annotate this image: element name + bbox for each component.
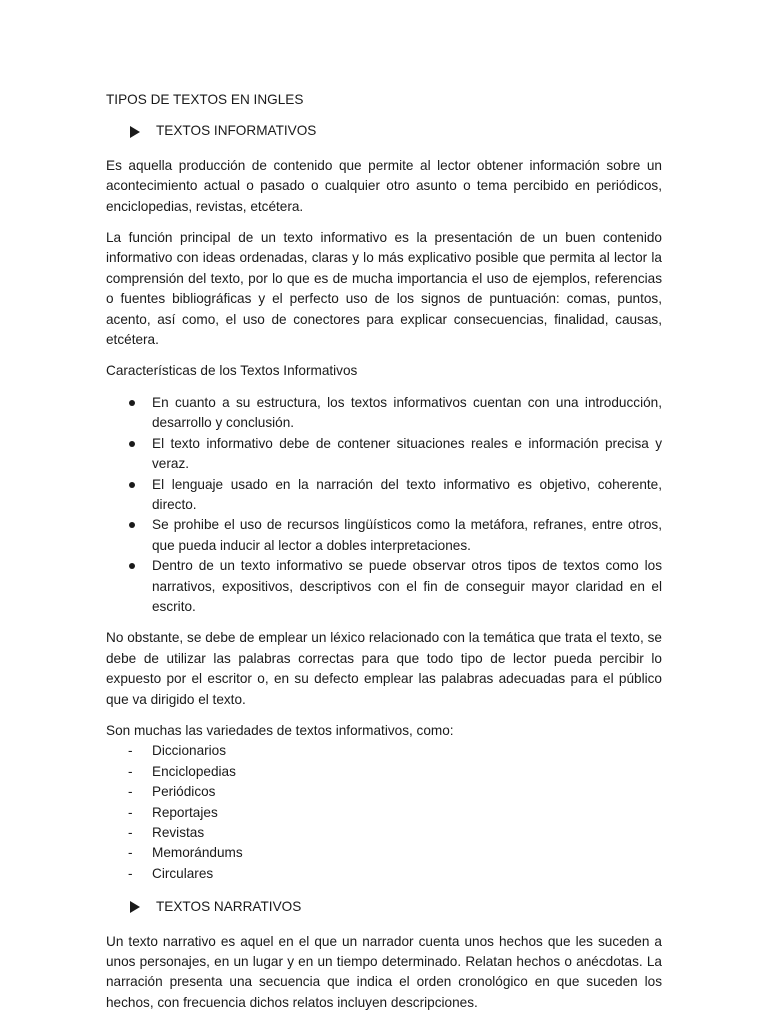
- paragraph: Es aquella producción de contenido que permite al lector obtener información sobre un acontecimiento actual o pasado o cualquier otro asunto o tema percibido en periódicos, enciclopedias, revistas, etcétera.: [106, 157, 662, 214]
- dash-marker: -: [128, 845, 133, 861]
- list-item: - Diccionarios: [106, 741, 662, 761]
- list-item: - Circulares: [106, 864, 662, 884]
- list-item: - Periódicos: [106, 782, 662, 802]
- section-heading-narrativos: [130, 897, 662, 917]
- bullet-dot-icon: [129, 400, 135, 406]
- list-item: El lenguaje usado en la narración del texto informativo es objetivo, coherente, directo.: [106, 475, 662, 516]
- document-title: TIPOS DE TEXTOS EN INGLES: [106, 92, 304, 107]
- paragraph: No obstante, se debe de emplear un léxico relacionado con la temática que trata el texto, se debe de utilizar las palabras correctas para que todo tipo de lector pueda percibir lo expuesto por el escritor o, en su defecto emplear las palabras adecuadas para el público que va dirigido el texto.: [106, 630, 662, 707]
- bullet-dot-icon: [129, 563, 135, 569]
- bullet-dot-icon: [129, 482, 135, 488]
- dash-marker: -: [128, 804, 133, 820]
- list-item: - Enciclopedias: [106, 762, 662, 782]
- list-item: En cuanto a su estructura, los textos informativos cuentan con una introducción, desarrollo y conclusión.: [106, 393, 662, 434]
- dash-marker: -: [128, 865, 133, 881]
- list-item: Se prohibe el uso de recursos lingüísticos como la metáfora, refranes, entre otros, que pueda inducir al lector a dobles interpretaciones.: [106, 515, 662, 556]
- list-item: - Revistas: [106, 823, 662, 843]
- characteristics-heading: Características de los Textos Informativos: [106, 363, 358, 379]
- dash-marker: -: [128, 784, 133, 800]
- bullet-dot-icon: [129, 522, 135, 528]
- arrow-bullet-icon: [130, 901, 140, 913]
- bullet-dot-icon: [129, 441, 135, 447]
- list-item: - Memorándums: [106, 843, 662, 863]
- list-item: Dentro de un texto informativo se puede observar otros tipos de textos como los narrativos, expositivos, descriptivos con el fin de conseguir mayor claridad en el escrito.: [106, 556, 662, 617]
- section-heading-informativos: [130, 121, 662, 141]
- characteristics-list: [106, 393, 662, 617]
- list-item: - Reportajes: [106, 803, 662, 823]
- section-heading-text: TEXTOS NARRATIVOS: [156, 899, 302, 915]
- varieties-list: [106, 741, 662, 884]
- section-heading-text: TEXTOS INFORMATIVOS: [156, 123, 317, 139]
- dash-marker: -: [128, 825, 133, 840]
- paragraph: La función principal de un texto informativo es la presentación de un buen contenido informativo con ideas ordenadas, claras y lo más explicativo posible que permita al lector la comprensión del texto, por lo que es de mucha importancia el uso de ejemplos, referencias o fuentes bibliográficas y el perfecto uso de los signos de puntuación: comas, puntos, acento, así como, el uso de conectores para explicar consecuencias, finalidad, causas, etcétera.: [106, 230, 662, 348]
- list-item: El texto informativo debe de contener situaciones reales e información precisa y veraz.: [106, 434, 662, 475]
- paragraph: Un texto narrativo es aquel en el que un narrador cuenta unos hechos que les suceden a unos personajes, en un lugar y en un tiempo determinado. Relatan hechos o anécdotas. La narración presenta una secuencia que indica el orden cronológico en que suceden los hechos, con frecuencia dichos relatos incluyen descripciones.: [106, 933, 662, 1010]
- dash-marker: -: [128, 763, 133, 779]
- dash-marker: -: [128, 743, 133, 759]
- arrow-bullet-icon: [130, 126, 140, 138]
- varieties-intro: Son muchas las variedades de textos informativos, como:: [106, 722, 454, 738]
